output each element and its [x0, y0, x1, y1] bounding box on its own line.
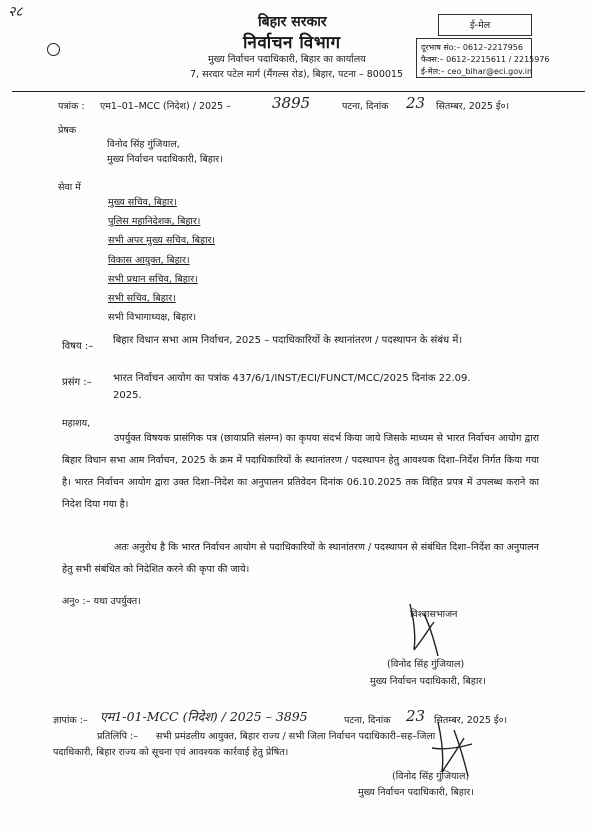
- recipient-item: पुलिस महानिदेशक, बिहार।: [108, 216, 201, 227]
- copy-line-1: सभी प्रमंडलीय आयुक्त, बिहार राज्य / सभी जिला निर्वाचन पदाधिकारी–सह–जिला: [156, 731, 436, 742]
- recipient-item: सभी अपर मुख्य सचिव, बिहार।: [108, 235, 216, 246]
- closing-text: विश्वासभाजन: [410, 609, 458, 620]
- signature-mark: [404, 600, 444, 660]
- recipient-item: सभी विभागाध्यक्ष, बिहार।: [108, 312, 197, 323]
- govt-name: बिहार सरकार: [258, 14, 327, 30]
- office-address: 7, सरदार पटेल मार्ग (मैंगल्स रोड), बिहार, पटना – 800015: [190, 69, 403, 80]
- recipient-item: मुख्य सचिव, बिहार।: [108, 197, 177, 208]
- recipient-item: सभी सचिव, बिहार।: [108, 293, 176, 304]
- sender-title: मुख्य निर्वाचन पदाधिकारी, बिहार।: [107, 154, 223, 165]
- context-label: प्रसंग :–: [62, 377, 92, 388]
- memo-date-suffix: सितम्बर, 2025 ई०।: [434, 715, 508, 726]
- contact-email: ई-मेल:– ceo_bihar@eci.gov.in: [421, 67, 533, 76]
- date-prefix: पटना, दिनांक: [342, 101, 389, 112]
- signatory-name: (विनोद सिंह गुंजियाल): [387, 659, 465, 670]
- email-tag: ई-मेल: [470, 20, 491, 31]
- salutation: महाशय,: [62, 418, 91, 429]
- ref-number: एम1–01–MCC (निदेश) / 2025 –: [100, 101, 231, 112]
- copy-line-2: पदाधिकारी, बिहार राज्य को सूचना एवं आवश्यक कार्रवाई हेतु प्रेषित।: [53, 747, 289, 758]
- corner-handwritten-mark: २८: [8, 4, 23, 20]
- contact-phone: दूरभाष संo:– 0612–2217956: [421, 43, 523, 52]
- emblem-circle: [47, 43, 60, 56]
- ref-label: पत्रांक :: [58, 101, 85, 112]
- header-rule: [12, 91, 585, 92]
- recipient-item: सभी प्रधान सचिव, बिहार।: [108, 274, 198, 285]
- ref-number-handwritten: 3895: [272, 94, 311, 112]
- office-name: मुख्य निर्वाचन पदाधिकारी, बिहार का कार्यालय: [208, 54, 366, 65]
- context-line-2: 2025.: [113, 390, 142, 401]
- recipient-item: विकास आयुक्त, बिहार।: [108, 255, 190, 266]
- subject-text: बिहार विधान सभा आम निर्वाचन, 2025 – पदाधिकारियों के स्थानांतरण / पदस्थापन के संबंध में।: [113, 335, 463, 346]
- sender-name: विनोद सिंह गुंजियाल,: [107, 139, 180, 150]
- department-name: निर्वाचन विभाग: [243, 33, 341, 53]
- body-paragraph-2: अतः अनुरोध है कि भारत निर्वाचन आयोग से पदाधिकारियों के स्थानांतरण / पदस्थापन से संबंधित दिशा–निर्देश का अनुपालन हेतु सभी संबंधित को निदेशित करने की कृपा की जाये।: [62, 542, 539, 575]
- memo-date-handwritten: 23: [406, 707, 426, 725]
- signatory-title: मुख्य निर्वाचन पदाधिकारी, बिहार।: [370, 676, 486, 687]
- copy-label: प्रतिलिपि :–: [97, 731, 139, 742]
- body-paragraph-1: उपर्युक्त विषयक प्रासंगिक पत्र (छायाप्रति संलग्न) का कृपया संदर्भ किया जाये जिसके माध्यम से भारत निर्वाचन आयोग द्वारा बिहार विधान सभा आम निर्वाचन, 2025 के क्रम में पदाधिकारियों के स्थानांतरण / पदस्थापन हेतु आवश्यक दिशा–निर्देश निर्गत किया गया है। भारत निर्वाचन आयोग द्वारा उक्त दिशा–निदेश का अनुपालन प्रतिवेदन दिनांक 06.10.2025 तक विहित प्रपत्र में उपलब्ध कराने का निदेश दिया गया है।: [62, 433, 539, 510]
- contact-fax: फैक्स:– 0612–2215611 / 2215976: [421, 55, 550, 64]
- memo-date-prefix: पटना, दिनांक: [344, 715, 391, 726]
- memo-signatory-name: (विनोद सिंह गुंजियाल): [392, 771, 470, 782]
- sender-label: प्रेषक: [58, 125, 77, 136]
- to-label: सेवा में: [58, 182, 81, 193]
- date-suffix: सितम्बर, 2025 ई०।: [436, 101, 510, 112]
- memo-signatory-title: मुख्य निर्वाचन पदाधिकारी, बिहार।: [358, 787, 474, 798]
- memo-ref-handwritten: एम1-01-MCC (निदेश) / 2025 – 3895: [100, 709, 308, 724]
- context-line-1: भारत निर्वाचन आयोग का पत्रांक 437/6/1/INST/ECI/FUNCT/MCC/2025 दिनांक 22.09.: [113, 373, 471, 384]
- date-handwritten: 23: [406, 94, 426, 112]
- enclosure-note: अनु० :– यथा उपर्युक्त।: [62, 596, 141, 607]
- memo-label: ज्ञापांक :–: [53, 715, 88, 726]
- subject-label: विषय :–: [62, 341, 94, 352]
